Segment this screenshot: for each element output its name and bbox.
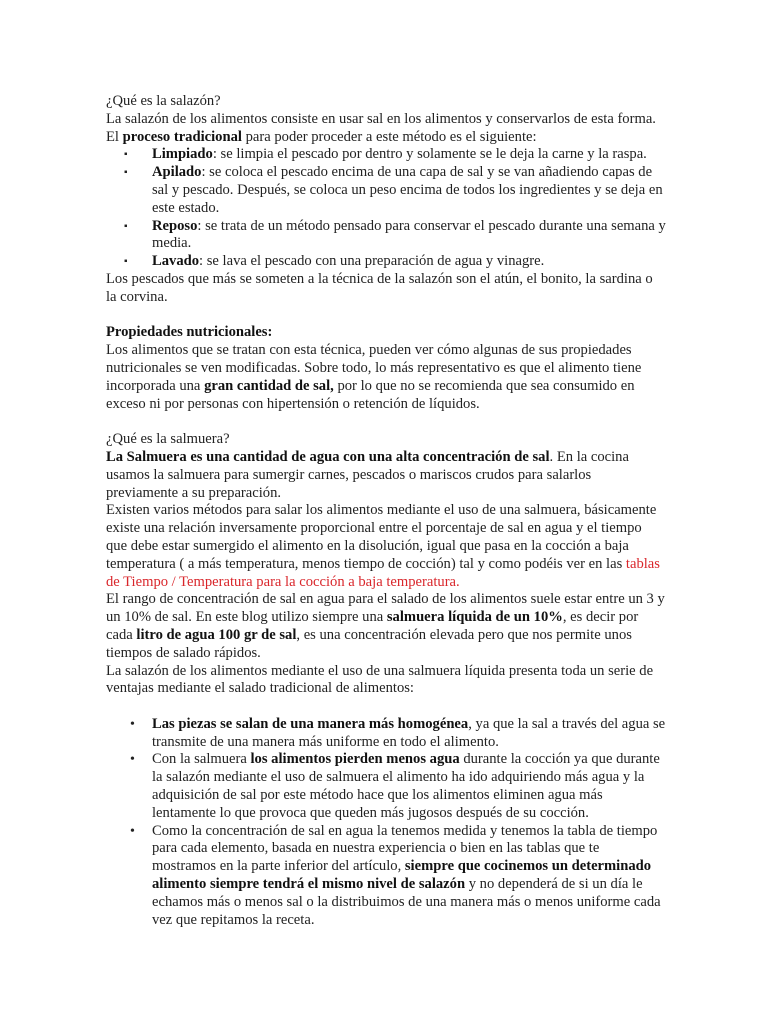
salmuera-advantages-intro: La salazón de los alimentos mediante el uso de una salmuera líquida presenta toda un serie de ventajas mediante el salado tradicional de alimentos: — [106, 662, 654, 697]
section-title-salazon: ¿Qué es la salazón? — [106, 93, 221, 109]
document-page — [106, 93, 666, 929]
round-bullet-icon: • — [130, 716, 135, 732]
salmuera-concentration: El rango de concentración de sal en agua para el salado de los alimentos suele estar entre un 3 y un 10% de sal. En este blog utilizo siempre una salmuera líquida de un 10%, es decir por cada litro de agua 100 gr de sal, es una concentración elevada pero que nos permite unos tiempos de salado rápidos. — [106, 591, 665, 661]
tablas-link[interactable]: tablas de Tiempo / Temperatura para la cocción a baja temperatura. — [106, 555, 660, 590]
process-steps-list — [106, 146, 666, 271]
round-bullet-icon: • — [130, 823, 135, 839]
salmuera-definition: La Salmuera es una cantidad de agua con una alta concentración de sal. En la cocina usamos la salmuera para sumergir carnes, pescados o mariscos crudos para salarlos previamente a su preparación. — [106, 448, 629, 501]
salmuera-methods: Existen varios métodos para salar los alimentos mediante el uso de una salmuera, básicamente existe una relación inversamente proporcional entre el porcentaje de sal en agua y el tiempo que debe estar sumergido el alimento en la disolución, igual que pasa en la cocción a baja temperatura ( a más temperatura, menos tiempo de cocción) tal y como podéis ver en las tablas de Tiempo / Temperatura para la cocción a baja temperatura. — [106, 502, 660, 590]
advantages-list — [106, 716, 666, 930]
section-title-propiedades: Propiedades nutricionales: — [106, 324, 273, 341]
propiedades-text: Los alimentos que se tratan con esta técnica, pueden ver cómo algunas de sus propiedades nutricionales se ven modificadas. Sobre todo, lo más representativo es que el alimento tiene incorporada una gran cantidad de sal, por lo que no se recomienda que sea consumido en exceso ni por personas con hipertensión o retención de líquidos. — [106, 342, 642, 412]
list-item: ▪ Lavado: se lava el pescado con una preparación de agua y vinagre. — [124, 253, 545, 270]
square-bullet-icon: ▪ — [124, 149, 128, 161]
square-bullet-icon: ▪ — [124, 167, 128, 179]
list-item: ▪ Apilado: se coloca el pescado encima de una capa de sal y se van añadiendo capas de sal y pescado. Después, se coloca un peso encima de todos los ingredientes y se deja en este estado. — [124, 164, 663, 216]
list-item: ▪ Reposo: se trata de un método pensado para conservar el pescado durante una semana y media. — [124, 217, 666, 252]
list-item: • Como la concentración de sal en agua la tenemos medida y tenemos la tabla de tiempo para cada elemento, basada en nuestra experiencia o bien en las tablas que te mostramos en la parte inferior del artículo, siempre que cocinemos un determinado alimento siempre tendrá el mismo nivel de salazón y no dependerá de si un día le echamos más o menos sal o la distribuimos de una manera más o menos uniforme cada vez que repitamos la receta. — [130, 822, 661, 928]
list-item: ▪ Limpiado: se limpia el pescado por dentro y solamente se le deja la carne y la raspa. — [124, 146, 647, 163]
square-bullet-icon: ▪ — [124, 256, 128, 268]
list-item: • Con la salmuera los alimentos pierden menos agua durante la cocción ya que durante la salazón mediante el uso de salmuera el alimento ha ido adquiriendo más agua y la adquisición de sal por este método hace que los alimentos eliminen agua más lentamente lo que provoca que queden más jugosos después de su cocción. — [130, 751, 660, 821]
section-title-salmuera: ¿Qué es la salmuera? — [106, 431, 230, 448]
salazon-outro: Los pescados que más se someten a la técnica de la salazón son el atún, el bonito, la sardina o la corvina. — [106, 270, 653, 305]
salazon-intro: La salazón de los alimentos consiste en usar sal en los alimentos y conservarlos de esta forma. El proceso tradicional para poder proceder a este método es el siguiente: — [106, 110, 656, 145]
square-bullet-icon: ▪ — [124, 220, 128, 232]
round-bullet-icon: • — [130, 752, 135, 768]
list-item: • Las piezas se salan de una manera más homogénea, ya que la sal a través del agua se transmite de una manera más uniforme en todo el alimento. — [130, 715, 666, 750]
